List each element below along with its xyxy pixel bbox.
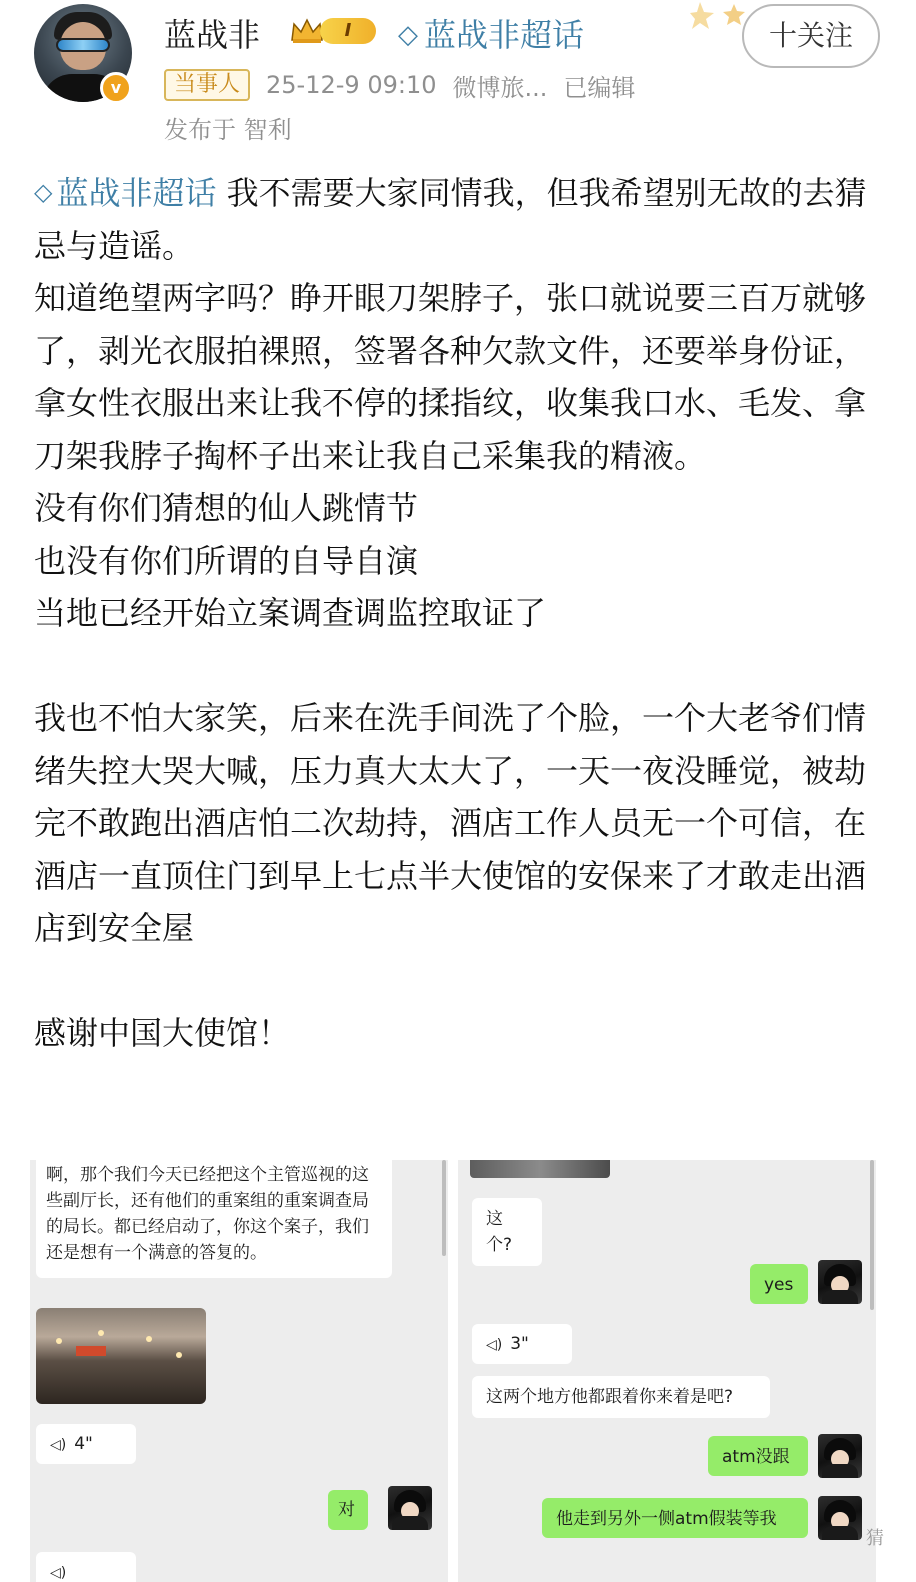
post-line-5: 当地已经开始立案调查调监控取证了 — [34, 594, 547, 632]
chat-message: 这两个地方他都跟着你来着是吧? — [472, 1376, 770, 1418]
chat-reply: 他走到另外一侧atm假装等我 — [542, 1498, 808, 1538]
diamond-icon: ◇ — [398, 20, 418, 50]
post-body — [34, 166, 884, 1060]
inline-supertopic-label: 蓝战非超话 — [56, 174, 217, 212]
chat-reply: 对 — [328, 1490, 368, 1530]
scrollbar[interactable] — [442, 1160, 446, 1256]
member-level-badge[interactable] — [290, 14, 384, 46]
voice-duration: 4" — [74, 1434, 93, 1454]
chat-screenshot-right[interactable] — [458, 1160, 876, 1582]
chat-screenshot-left[interactable] — [30, 1160, 448, 1582]
post-closing-line: 感谢中国大使馆！ — [34, 1014, 291, 1052]
spacer — [34, 955, 884, 1008]
chat-avatar[interactable] — [388, 1486, 432, 1530]
chat-reply: yes — [750, 1264, 808, 1304]
post-paragraph-2: 知道绝望两字吗？睁开眼刀架脖子，张口就说要三百万就够了，剥光衣服拍裸照，签署各种欠款文件，还要举身份证，拿女性衣服出来让我不停的揉指纹，收集我口水、毛发、拿刀架我脖子掏杯子出来让我自己采集我的精液。 — [34, 279, 867, 475]
voice-message[interactable] — [472, 1324, 572, 1364]
voice-wave-icon: ◁) — [50, 1565, 67, 1581]
post-timestamp: 25-12-9 09:10 — [266, 71, 437, 99]
supertopic-link[interactable] — [398, 10, 584, 56]
level-number: I — [320, 18, 376, 44]
post-line: 我不需要大家同情我，但我希望别无故的去猜忌与造谣。 — [34, 174, 867, 265]
diamond-icon: ◇ — [34, 178, 53, 206]
watermark: 猜 — [866, 1528, 884, 1549]
chat-photo[interactable] — [36, 1308, 206, 1404]
chat-avatar[interactable] — [818, 1260, 862, 1304]
chat-message: 这个? — [472, 1198, 542, 1266]
voice-message-partial[interactable] — [36, 1552, 136, 1582]
post-header — [0, 0, 916, 150]
voice-duration: 3" — [510, 1334, 529, 1354]
scrollbar[interactable] — [870, 1160, 874, 1310]
username[interactable]: 蓝战非 — [164, 16, 261, 54]
post-location: 发布于 智利 — [164, 116, 292, 144]
crown-icon — [290, 18, 324, 44]
supertopic-link-label: 蓝战非超话 — [424, 16, 585, 54]
voice-wave-icon: ◁) — [486, 1337, 503, 1353]
follow-button[interactable]: 十关注 — [742, 4, 880, 68]
chat-avatar[interactable] — [818, 1496, 862, 1540]
chat-reply: atm没跟 — [708, 1436, 808, 1476]
voice-wave-icon: ◁) — [50, 1437, 67, 1453]
chat-avatar[interactable] — [818, 1434, 862, 1478]
verified-badge-icon: v — [100, 72, 132, 104]
party-tag: 当事人 — [164, 69, 250, 101]
chat-message: 啊，那个我们今天已经把这个主管巡视的这些副厅长，还有他们的重案组的重案调查局的局长。都已经启动了，你这个案子，我们还是想有一个满意的答复的。 — [36, 1160, 392, 1278]
post-line-3: 没有你们猜想的仙人跳情节 — [34, 489, 419, 527]
voice-message[interactable] — [36, 1424, 136, 1464]
post-line-4: 也没有你们所谓的自导自演 — [34, 541, 419, 580]
post-source[interactable]: 微博旅... — [452, 73, 548, 102]
photo-strip — [470, 1160, 610, 1178]
inline-supertopic-link[interactable] — [34, 174, 216, 212]
edited-label[interactable]: 已编辑 — [563, 73, 636, 102]
post-paragraph-3: 我也不怕大家笑，后来在洗手间洗了个脸，一个大老爷们情绪失控大哭大喊，压力真大太大了，一天一夜没睡觉，被劫完不敢跑出酒店怕二次劫持，酒店工作人员无一个可信，在酒店一直顶住门到早上七点半大使馆的安保来了才敢走出酒店到安全屋 — [34, 699, 867, 947]
post-meta — [164, 68, 635, 102]
spacer — [34, 640, 884, 693]
post-paragraph-1 — [34, 166, 884, 272]
